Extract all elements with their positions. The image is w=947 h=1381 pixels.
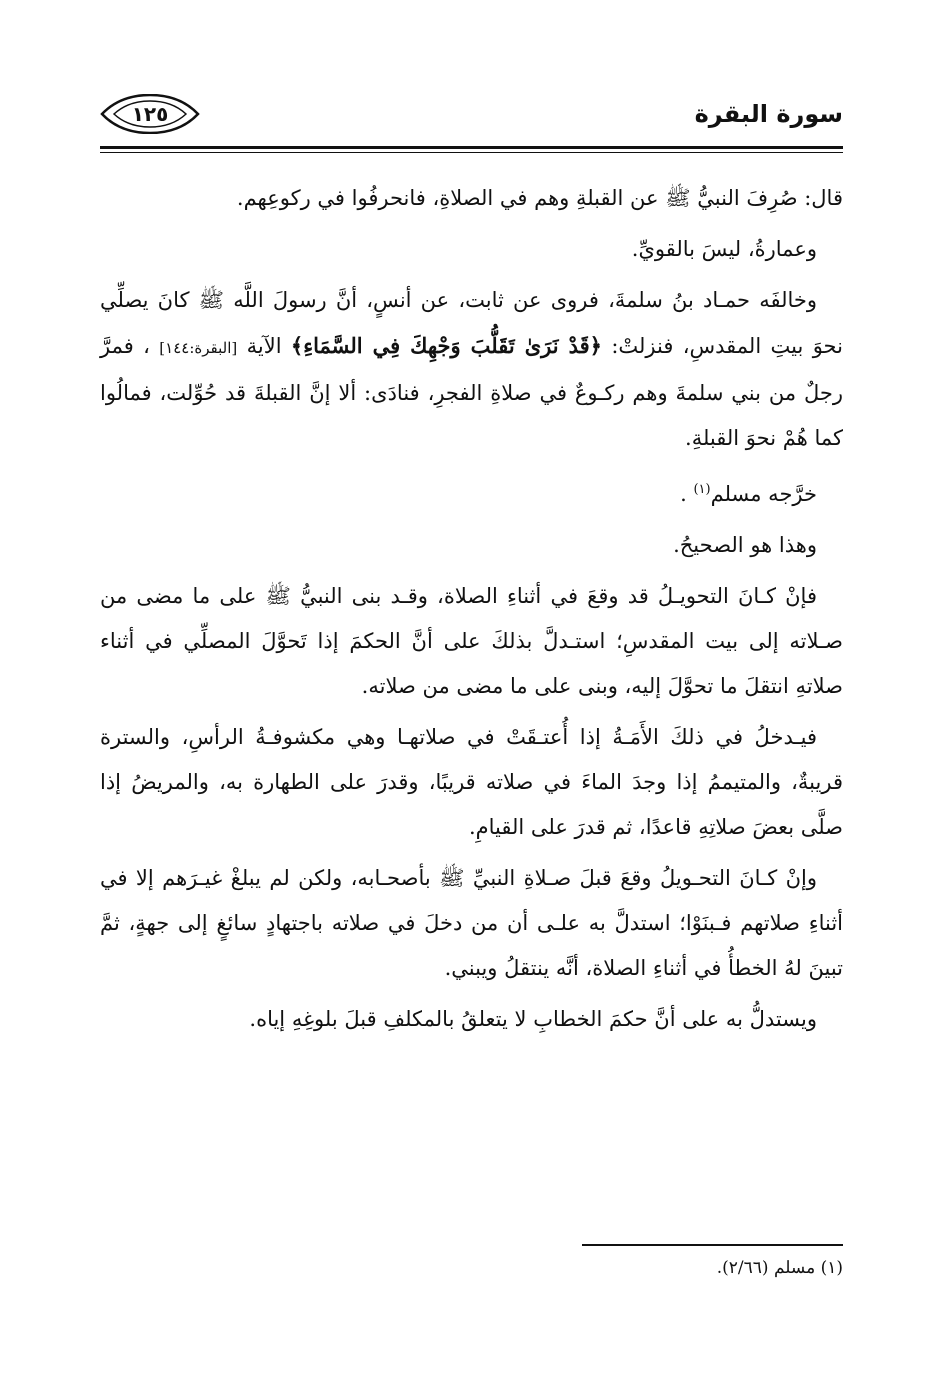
paragraph-3-text: وخالفَه حمـاد بنُ سلمةَ، فروى عن ثابت، عن أنسٍ، أنَّ رسولَ اللَّه ﷺ كانَ يصلِّي نحوَ بيتِ المقدسِ، فنزلتْ: [100,288,843,358]
verse-label: الآية [246,334,282,358]
footnote-marker: (١) [693,482,711,497]
page-number-badge [100,94,200,134]
paragraph-1: قال: صُرِفَ النبيُّ ﷺ عن القبلةِ وهم في الصلاةِ، فانحرفُوا في ركوعِهم. [236,186,843,210]
paragraph-7: فيـدخلُ في ذلكَ الأَمَـةُ إذا أُعتـقَتْ في صلاتهـا وهي مكشوفـةُ الرأسِ، والسترة قريبةٌ، والمتيممُ إذا وجدَ الماءَ في صلاته قريبًا، وقدرَ على الطهارة به، والمريضُ إذا صلَّى بعضَ صلاتِهِ قاعدًا، ثم قدرَ على القيامِ. [100,725,843,839]
header-rule [100,146,843,149]
paragraph-3 [100,278,843,461]
page-header [100,92,843,148]
footnote-rule [582,1244,843,1246]
body-text [100,176,843,1048]
surah-title: سورة البقرة [694,100,843,128]
footnote: (١) مسلم (٢/٦٦). [716,1258,843,1278]
paragraph-5: وهذا هو الصحيحُ. [673,533,817,557]
paragraph-4 [100,467,843,517]
paragraph-3-continuation: ، فمرَّ رجلٌ من بني سلمةَ وهم ركـوعٌ في صلاةِ الفجرِ، فنادَى: ألا إنَّ القبلةَ قد حُوِّلت، فمالُوا كما هُمْ نحوَ القبلةِ. [100,334,843,450]
verse-reference: [البقرة:١٤٤] [159,339,238,357]
header-rule-thin [100,152,843,153]
paragraph-6: فإنْ كـانَ التحويـلُ قد وقعَ في أثناءِ الصلاة، وقـد بنى النبيُّ ﷺ على ما مضى من صـلاته إلى بيت المقدسِ؛ استـدلَّ بذلكَ على أنَّ الحكمَ إذا تَحوَّلَ المصلِّي في أثناء صلاتهِ انتقلَ ما تحوَّلَ إليه، وبنى على ما مضى من صلاته. [100,584,843,698]
paragraph-2: وعمارةُ، ليسَ بالقويِّ. [631,237,817,261]
citation-text: خرَّجه مسلم [710,482,817,506]
page-number: ١٢٥ [131,102,169,126]
paragraph-9: ويستدلُّ به على أنَّ حكمَ الخطابِ لا يتعلقُ بالمكلفِ قبلَ بلوغِهِ إياه. [249,1007,817,1031]
paragraph-8: وإنْ كـانَ التحـويلُ وقعَ قبلَ صـلاةِ النبيِّ ﷺ بأصحـابه، ولكن لم يبلغْ غيـرَهم إلا في أثناءِ صلاتهم فـبنَوْا؛ استدلَّ به علـى أن من دخلَ في صلاته باجتهادٍ سائغٍ إلى جهةٍ، ثمَّ تبينَ لهُ الخطأُ في أثناءِ الصلاة، أنَّه ينتقلُ ويبني. [100,866,843,980]
quran-verse: ﴿قَدْ نَرَىٰ تَقَلُّبَ وَجْهِكَ فِي السَّمَاءِ﴾ [290,333,602,358]
citation-end: . [680,482,687,506]
